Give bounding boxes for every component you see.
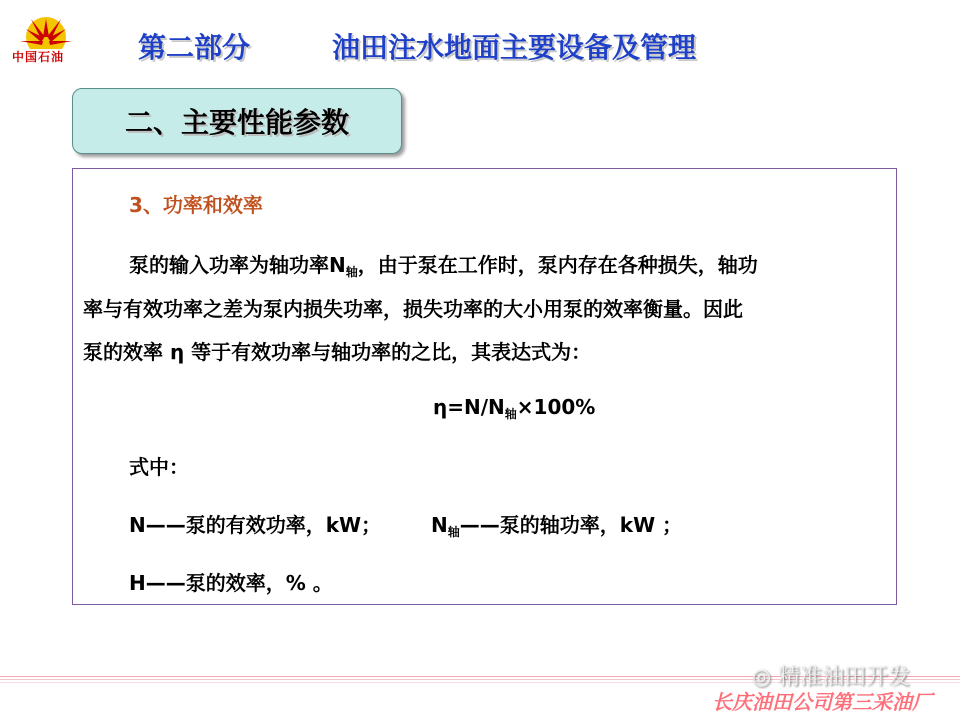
footer-company: 长庆油田公司第三采油厂 (712, 690, 932, 714)
where-label: 式中： (129, 455, 189, 479)
paragraph-line-2: 率与有效功率之差为泵内损失功率，损失功率的大小用泵的效率衡量。因此 (83, 297, 743, 321)
definition-shaft-power: $N_轴——$泵的轴功率，kW ； (431, 513, 683, 539)
definition-efficiency: Η——泵的效率，% 。 (129, 571, 333, 595)
wechat-icon: ◎ (752, 665, 772, 690)
definition-effective-power: N——泵的有效功率，kW； (129, 513, 382, 537)
wechat-watermark: ◎ 精准油田开发 (752, 665, 911, 690)
page-title: 油田注水地面主要设备及管理 (332, 31, 697, 64)
subheading: 3、功率和效率 (129, 193, 263, 217)
header-part-label: 第二部分 (138, 31, 251, 64)
paragraph-line-1: 泵的输入功率为轴功率$N_轴$，由于泵在工作时，泵内存在各种损失，轴功 (129, 253, 758, 279)
content-panel (72, 168, 897, 605)
section-title: 二、主要性能参数 (124, 106, 349, 139)
logo-text: 中国石油 (12, 50, 65, 64)
efficiency-formula: $\eta=N/N_轴\times 100\%$ (433, 395, 596, 421)
paragraph-line-3: 泵的效率 η 等于有效功率与轴功率的之比，其表达式为： (83, 340, 592, 364)
section-title-box (72, 88, 402, 154)
